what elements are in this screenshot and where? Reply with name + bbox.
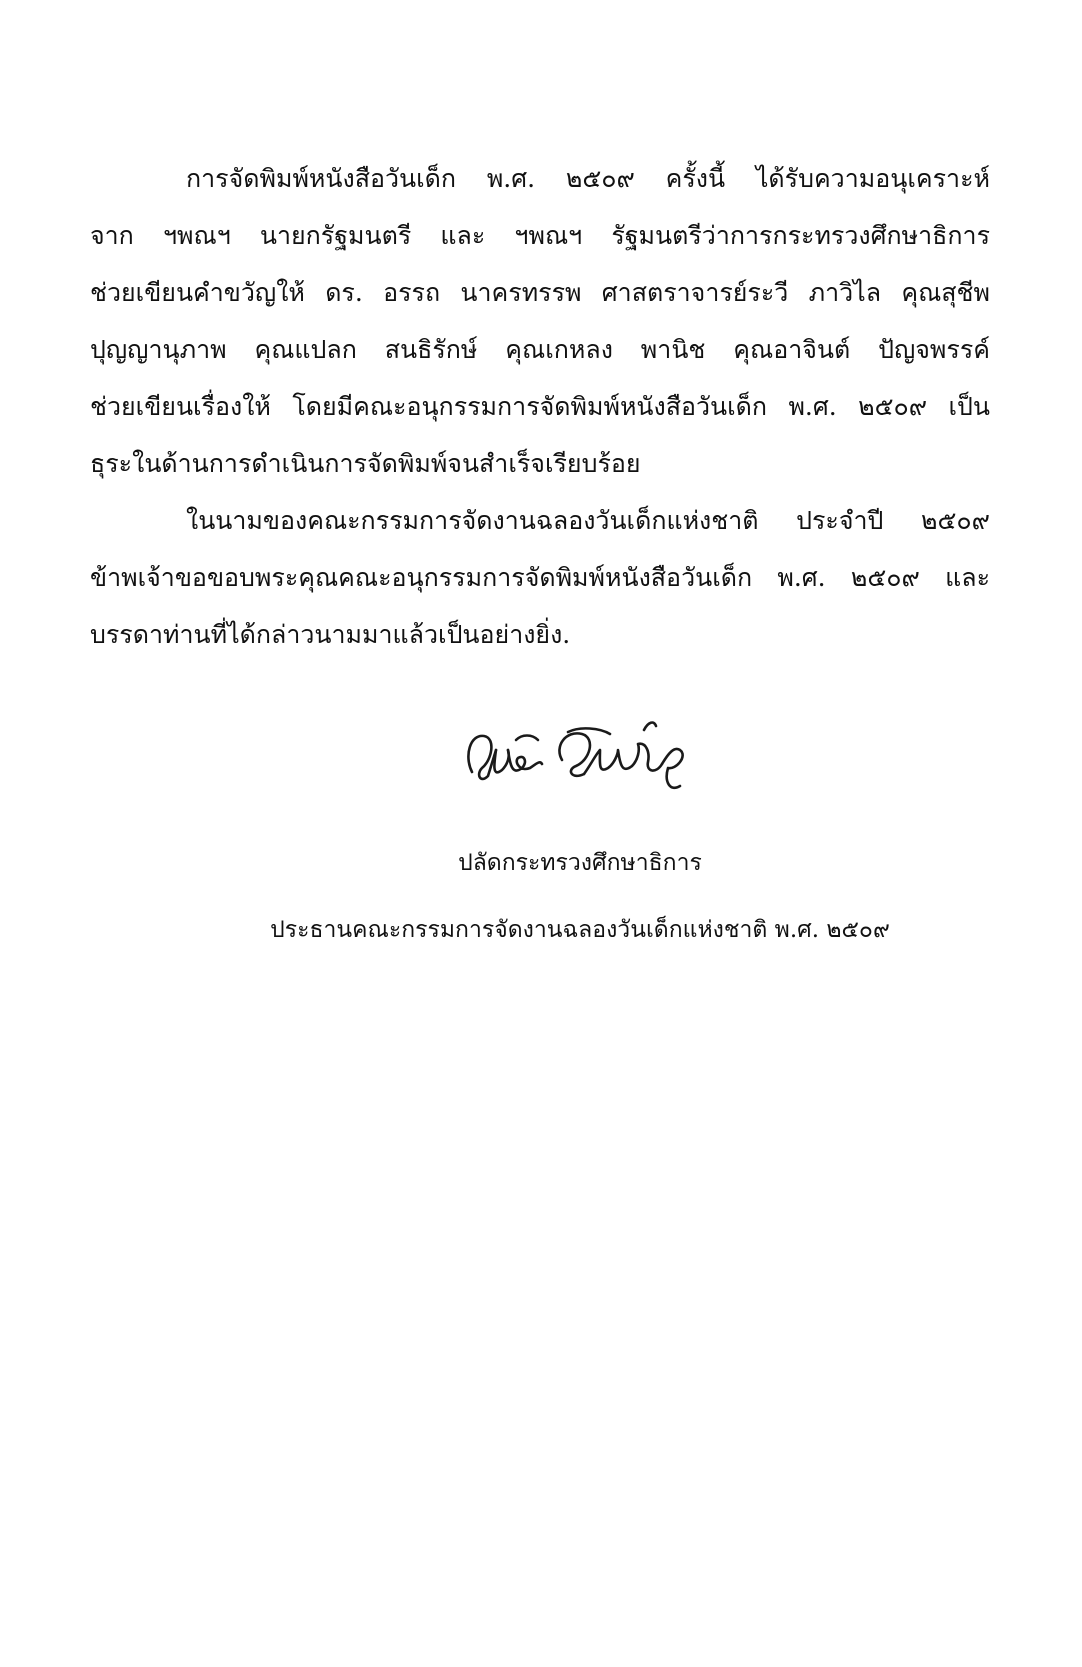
signatory-subtitle: ประธานคณะกรรมการจัดงานฉลองวันเด็กแห่งชาติ พ.ศ. ๒๕๐๙	[270, 917, 890, 943]
paragraph-1-line-4: ปุญญานุภาพ คุณแปลก สนธิรักษ์ คุณเกหลง พานิช คุณอาจินต์ ปัญจพรรค์	[90, 335, 990, 364]
paragraph-2-line-3: บรรดาท่านที่ได้กล่าวนามมาแล้วเป็นอย่างยิ่ง.	[90, 620, 571, 649]
paragraph-1-line-5: ช่วยเขียนเรื่องให้ โดยมีคณะอนุกรรมการจัดพิมพ์หนังสือวันเด็ก พ.ศ. ๒๕๐๙ เป็น	[90, 392, 990, 421]
paragraph-2-line-2: ข้าพเจ้าขอขอบพระคุณคณะอนุกรรมการจัดพิมพ์หนังสือวันเด็ก พ.ศ. ๒๕๐๙ และ	[90, 563, 990, 592]
paragraph-1-line-1: การจัดพิมพ์หนังสือวันเด็ก พ.ศ. ๒๕๐๙ ครั้งนี้ ได้รับความอนุเคราะห์	[186, 164, 990, 193]
letter-body	[90, 150, 990, 663]
handwritten-signature	[450, 720, 710, 810]
paragraph-2-line-1: ในนามของคณะกรรมการจัดงานฉลองวันเด็กแห่งชาติ ประจำปี ๒๕๐๙	[186, 506, 990, 535]
paragraph-1-line-2: จาก ฯพณฯ นายกรัฐมนตรี และ ฯพณฯ รัฐมนตรีว่าการกระทรวงศึกษาธิการ	[90, 221, 990, 250]
paragraph-1-line-6: ธุระในด้านการดำเนินการจัดพิมพ์จนสำเร็จเรียบร้อย	[90, 449, 641, 478]
paragraph-1-line-3: ช่วยเขียนคำขวัญให้ ดร. อรรถ นาครทรรพ ศาสตราจารย์ระวี ภาวิไล คุณสุชีพ	[90, 278, 990, 307]
signatory-title: ปลัดกระทรวงศึกษาธิการ	[458, 850, 702, 876]
